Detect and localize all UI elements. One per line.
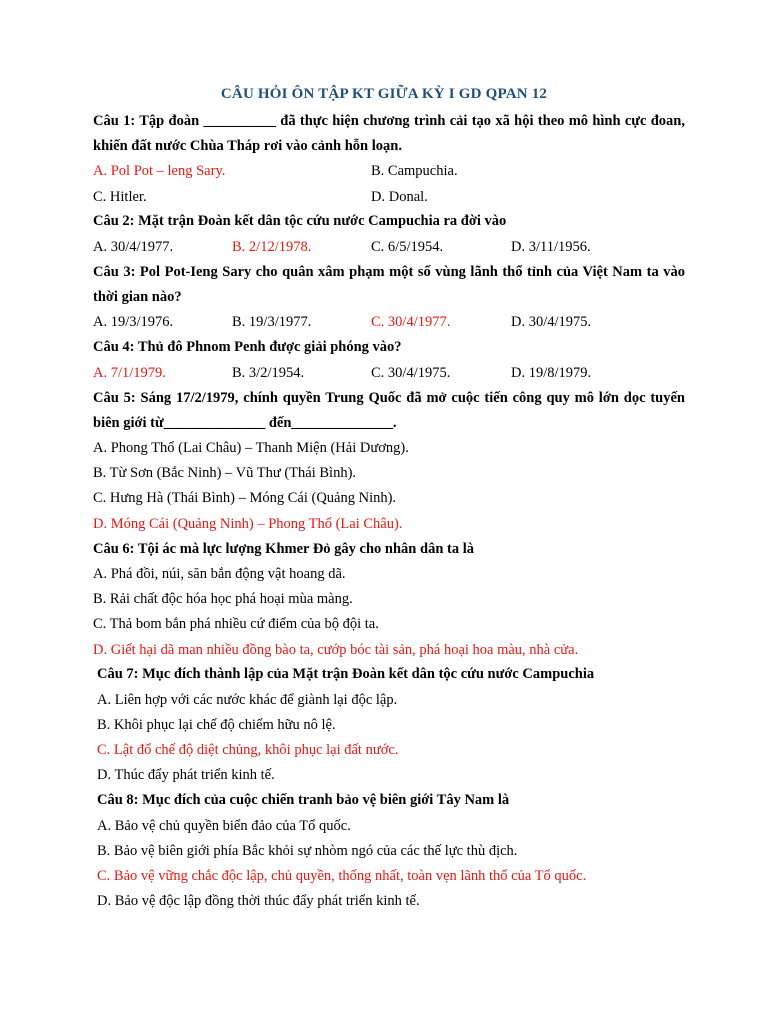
q2-option-b: B. 2/12/1978. [232, 239, 312, 255]
q8-option-b: B. Bảo vệ biên giới phía Bắc khỏi sự nhòm ngó của các thế lực thù địch. [97, 843, 518, 859]
document-title: CÂU HỎI ÔN TẬP KT GIỮA KỲ I GD QPAN 12 [220, 86, 548, 102]
q6-option-b: B. Rải chất độc hóa học phá hoại mùa màng. [93, 591, 353, 607]
q1-option-b: B. Campuchia. [371, 163, 458, 179]
q2-option-c: C. 6/5/1954. [371, 239, 444, 255]
question-5: Câu 5: Sáng 17/2/1979, chính quyền Trung Quốc đã mở cuộc tiến công quy mô lớn dọc tuyến biên giới từ______________ đến______________. [93, 390, 685, 432]
question-1: Câu 1: Tập đoàn __________ đã thực hiện chương trình cải tạo xã hội theo mô hình cực đoan, khiến đất nước Chùa Tháp rơi vào cảnh hỗn loạn. [93, 113, 685, 155]
q7-option-d: D. Thúc đẩy phát triển kinh tế. [97, 767, 275, 783]
q5-option-b: B. Từ Sơn (Bắc Ninh) – Vũ Thư (Thái Bình). [93, 465, 357, 481]
q4-option-b: B. 3/2/1954. [232, 365, 305, 381]
q4-option-c: C. 30/4/1975. [371, 365, 451, 381]
q1-option-d: D. Donal. [371, 189, 428, 205]
q6-option-d: D. Giết hại dã man nhiều đồng bào ta, cướp bóc tài sản, phá hoại hoa màu, nhà cửa. [93, 642, 579, 658]
q2-option-d: D. 3/11/1956. [511, 239, 591, 255]
question-8: Câu 8: Mục đích của cuộc chiến tranh bảo vệ biên giới Tây Nam là [97, 792, 510, 808]
question-3: Câu 3: Pol Pot-Ieng Sary cho quân xâm phạm một số vùng lãnh thổ tỉnh của Việt Nam ta vào thời gian nào? [93, 264, 685, 306]
question-6: Câu 6: Tội ác mà lực lượng Khmer Đỏ gây cho nhân dân ta là [93, 541, 474, 557]
q5-option-d: D. Móng Cái (Quảng Ninh) – Phong Thổ (Lai Châu). [93, 516, 403, 532]
q6-option-a: A. Phá đồi, núi, săn bắn động vật hoang dã. [93, 566, 346, 582]
q8-option-d: D. Bảo vệ độc lập đồng thời thúc đẩy phát triển kinh tế. [97, 893, 420, 909]
q2-option-a: A. 30/4/1977. [93, 239, 174, 255]
q8-option-a: A. Bảo vệ chủ quyền biển đảo của Tổ quốc. [97, 818, 351, 834]
q8-option-c: C. Bảo vệ vững chắc độc lập, chủ quyền, thống nhất, toàn vẹn lãnh thổ của Tổ quốc. [97, 868, 587, 884]
q3-option-c: C. 30/4/1977. [371, 314, 451, 330]
question-7: Câu 7: Mục đích thành lập của Mặt trận Đoàn kết dân tộc cứu nước Campuchia [97, 666, 595, 682]
q3-option-d: D. 30/4/1975. [511, 314, 592, 330]
q6-option-c: C. Thả bom bắn phá nhiều cứ điểm của bộ đội ta. [93, 616, 379, 632]
question-2: Câu 2: Mặt trận Đoàn kết dân tộc cứu nước Campuchia ra đời vào [93, 213, 507, 229]
q1-option-c: C. Hitler. [93, 189, 147, 205]
q5-option-a: A. Phong Thổ (Lai Châu) – Thanh Miện (Hải Dương). [93, 440, 409, 456]
q4-option-a: A. 7/1/1979. [93, 365, 166, 381]
q7-option-c: C. Lật đổ chế độ diệt chủng, khôi phục lại đất nước. [97, 742, 399, 758]
q3-option-a: A. 19/3/1976. [93, 314, 174, 330]
q5-option-c: C. Hưng Hà (Thái Bình) – Móng Cái (Quảng Ninh). [93, 490, 397, 506]
q1-option-a: A. Pol Pot – leng Sary. [93, 163, 226, 179]
q7-option-b: B. Khôi phục lại chế độ chiếm hữu nô lệ. [97, 717, 336, 733]
q3-option-b: B. 19/3/1977. [232, 314, 312, 330]
q7-option-a: A. Liên hợp với các nước khác để giành lại độc lập. [97, 692, 398, 708]
question-4: Câu 4: Thủ đô Phnom Penh được giải phóng vào? [93, 339, 402, 355]
q4-option-d: D. 19/8/1979. [511, 365, 592, 381]
